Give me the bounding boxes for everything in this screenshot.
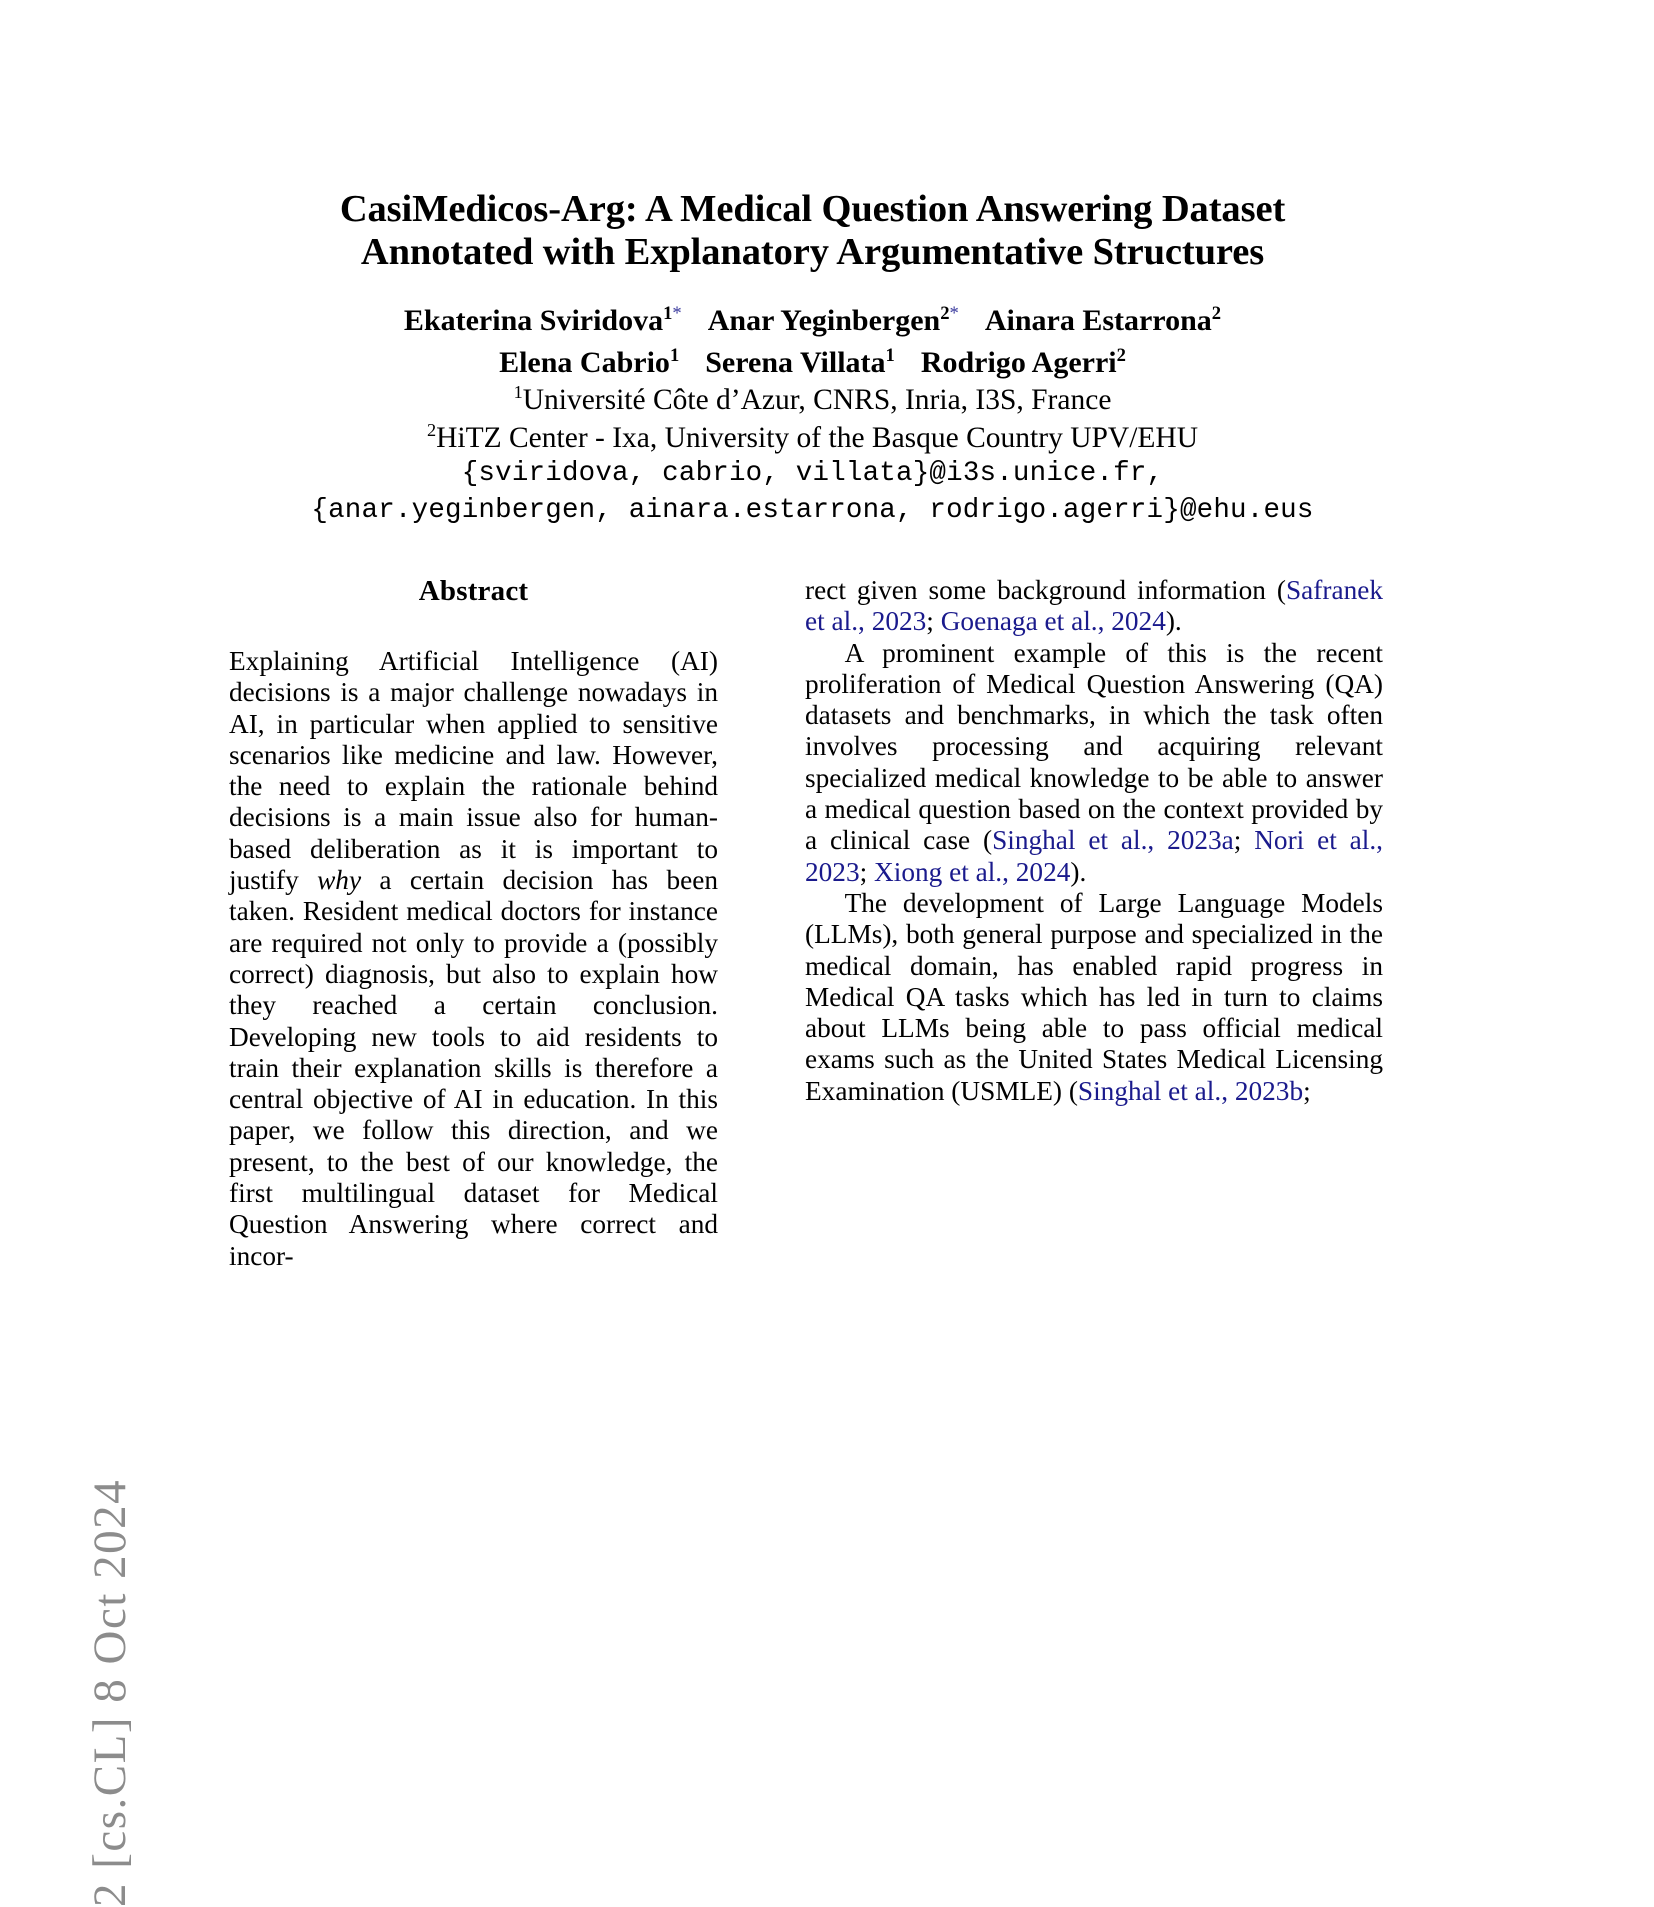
citation-link[interactable]: Nori et al., 2023 (805, 825, 1383, 887)
paragraph-text: ). (1070, 856, 1087, 887)
arxiv-stamp (0, 0, 136, 1907)
body-paragraph (805, 575, 1383, 638)
abstract-heading: Abstract (418, 575, 529, 607)
affiliation-number: 1 (513, 382, 523, 403)
author-affiliation-marker: 1 (669, 345, 680, 366)
authors-block (225, 300, 1400, 384)
author-name: Anar Yeginbergen (707, 304, 941, 337)
abstract-text: Explaining Artificial Intelligence (AI) decisions is a major challenge nowadays in AI, in particular when applied to sensitive scenarios like medicine and law. However, the need to explain the rationale behind decisions is a main issue also for human-based deliberation as it is important to justify why a certain decision has been taken. Resident medical doctors for instance are required not only to provide a (possibly correct) diagnosis, but also to explain how they reached a certain conclusion. Developing new tools to aid residents to train their explanation skills is therefore a central objective of AI in education. In this paper, we follow this direction, and we present, to the best of our knowledge, the first multilingual dataset for Medical Question Answering where correct and incor- (229, 646, 718, 1271)
body-paragraph (805, 888, 1383, 1107)
author-affiliation-marker: 2 (940, 303, 950, 324)
affiliations-block (225, 381, 1400, 457)
citation-link[interactable]: Singhal et al., 2023a (992, 825, 1234, 856)
author-affiliation-marker: 2 (1116, 345, 1126, 366)
paragraph-text: The development of Large Language Models (LLMs), both general purpose and specialized in the medical domain, has enabled rapid progress in Medical QA tasks which has led in turn to claims about LLMs being able to pass official medical exams such as the United States Medical Licensing Examination (USMLE) ( (805, 887, 1383, 1106)
author-affiliation-marker: 2 (1211, 303, 1222, 324)
arxiv-stamp-text: 2 [cs.CL] 8 Oct 2024 (84, 1478, 136, 1907)
author-name: Ekaterina Sviridova (403, 304, 664, 337)
body-paragraph (805, 638, 1383, 888)
citation-link[interactable]: Xiong et al., 2024 (874, 856, 1071, 887)
emails-block (180, 455, 1445, 529)
citation-link[interactable]: Singhal et al., 2023b (1077, 1075, 1304, 1106)
affiliation-line (225, 419, 1400, 457)
affiliation-line (225, 381, 1400, 419)
author-affiliation-marker: 1 (663, 303, 673, 324)
author-equal-contribution-marker: * (949, 303, 959, 324)
email-line: {sviridova, cabrio, villata}@i3s.unice.fr, (461, 458, 1164, 489)
paper-title-line1: CasiMedicos-Arg: A Medical Question Answering Dataset (339, 188, 1286, 230)
author-row-1 (225, 300, 1400, 342)
author-equal-contribution-marker: * (672, 303, 682, 324)
citation-separator: ; (1233, 825, 1255, 856)
citation-link[interactable]: Safranek et al., 2023 (805, 575, 1383, 637)
page-title (225, 188, 1400, 274)
paragraph-text: rect given some background information ( (805, 575, 1286, 605)
author-name: Serena Villata (705, 346, 886, 379)
body-column (805, 575, 1383, 1107)
affiliation-text: HiTZ Center - Ixa, University of the Basque Country UPV/EHU (436, 422, 1199, 454)
affiliation-text: Université Côte d’Azur, CNRS, Inria, I3S, France (522, 384, 1112, 416)
citation-separator: ; (926, 606, 941, 637)
paragraph-text: ; (1303, 1075, 1311, 1106)
paragraph-text: ). (1165, 606, 1182, 637)
affiliation-number: 2 (426, 420, 437, 441)
abstract-column (229, 575, 718, 1272)
author-row-2 (225, 342, 1400, 384)
paragraph-text: A prominent example of this is the recent proliferation of Medical Question Answering (QA) datasets and benchmarks, in which the task often involves processing and acquiring relevant specialized medical knowledge to be able to answer a medical question based on the context provided by a clinical case ( (805, 637, 1383, 856)
author-name: Ainara Estarrona (984, 304, 1212, 337)
citation-link[interactable]: Goenaga et al., 2024 (940, 606, 1166, 637)
author-name: Rodrigo Agerri (920, 346, 1117, 379)
author-affiliation-marker: 1 (885, 345, 895, 366)
emphasised-word: why (317, 865, 362, 896)
email-line: {anar.yeginbergen, ainara.estarrona, rodrigo.agerri}@ehu.eus (311, 495, 1314, 526)
citation-separator: ; (859, 856, 875, 887)
author-name: Elena Cabrio (499, 346, 670, 379)
abstract-body (229, 646, 718, 1272)
title-block (225, 188, 1400, 274)
paper-title-line2: Annotated with Explanatory Argumentative Structures (360, 231, 1265, 273)
